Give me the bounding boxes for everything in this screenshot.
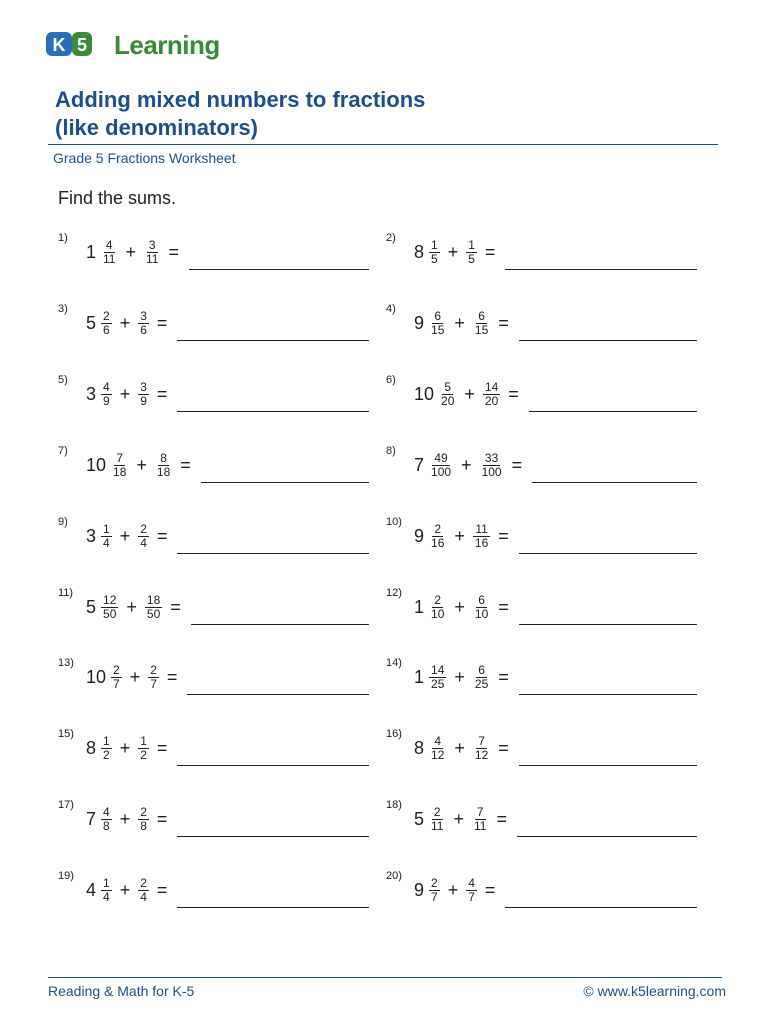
instructions: Find the sums.	[58, 188, 177, 208]
fraction-1	[429, 523, 446, 550]
problem-expression	[414, 303, 509, 343]
numerator: 6	[434, 308, 442, 323]
whole-number: 10	[414, 383, 435, 404]
denominator: 4	[140, 889, 147, 904]
whole-number: 3	[86, 383, 97, 404]
problem-expression	[86, 374, 167, 414]
problem-item	[386, 445, 697, 491]
fraction-1	[101, 239, 117, 266]
numerator: 3	[140, 379, 147, 394]
problem-number: 1)	[58, 232, 68, 244]
whole-number: 9	[414, 879, 425, 900]
problem-number: 17)	[58, 799, 74, 811]
numerator: 11	[475, 521, 488, 536]
equals-sign: =	[180, 454, 191, 475]
fraction-1	[429, 664, 446, 691]
equals-sign: =	[156, 879, 168, 900]
denominator: 4	[103, 535, 110, 550]
numerator: 2	[103, 308, 110, 323]
problem-item	[58, 728, 369, 774]
problem-expression	[86, 445, 191, 485]
whole-number: 5	[414, 808, 425, 829]
answer-line	[189, 269, 369, 270]
plus-sign: +	[119, 525, 131, 546]
whole-number: 8	[414, 241, 425, 262]
numerator: 1	[103, 733, 110, 748]
answer-line	[519, 340, 697, 341]
fraction-1	[429, 239, 440, 266]
numerator: 2	[434, 592, 442, 607]
plus-sign: +	[454, 737, 465, 758]
denominator: 16	[431, 535, 445, 550]
whole-number: 8	[414, 737, 425, 758]
title-line-1: Adding mixed numbers to fractions	[55, 87, 426, 112]
plus-sign: +	[129, 666, 141, 687]
denominator: 4	[140, 535, 147, 550]
equals-sign: =	[484, 241, 496, 262]
worksheet-title	[55, 86, 715, 142]
fraction-1	[101, 806, 112, 833]
numerator: 2	[140, 804, 147, 819]
denominator: 7	[468, 889, 475, 904]
plus-sign: +	[461, 454, 472, 475]
numerator: 8	[160, 450, 167, 465]
problem-expression	[414, 232, 495, 272]
problem-item	[386, 516, 697, 562]
plus-sign: +	[119, 383, 131, 404]
plus-sign: +	[119, 808, 131, 829]
plus-sign: +	[119, 737, 131, 758]
fraction-2	[138, 806, 149, 833]
denominator: 25	[474, 676, 489, 691]
problem-number: 16)	[386, 728, 402, 740]
denominator: 15	[474, 322, 489, 337]
fraction-2	[473, 735, 490, 762]
equals-sign: =	[156, 383, 168, 404]
footer-website: © www.k5learning.com	[583, 983, 726, 999]
denominator: 11	[146, 251, 159, 266]
whole-number: 1	[414, 596, 425, 617]
fraction-1	[429, 594, 446, 621]
problem-expression	[414, 516, 509, 556]
fraction-2	[138, 381, 149, 408]
denominator: 20	[441, 393, 455, 408]
answer-line	[505, 269, 697, 270]
denominator: 18	[156, 464, 171, 479]
equals-sign: =	[484, 879, 496, 900]
numerator: 4	[103, 804, 110, 819]
denominator: 6	[103, 322, 110, 337]
denominator: 7	[150, 676, 157, 691]
problem-expression	[86, 303, 167, 343]
equals-sign: =	[508, 383, 519, 404]
equals-sign: =	[156, 525, 168, 546]
denominator: 50	[103, 606, 117, 621]
fraction-2	[473, 310, 490, 337]
denominator: 9	[103, 393, 110, 408]
problem-item	[58, 870, 369, 916]
logo-wordmark: Learning	[114, 30, 220, 60]
answer-line	[187, 694, 369, 695]
numerator: 1	[140, 733, 147, 748]
numerator: 2	[150, 662, 157, 677]
numerator: 4	[105, 237, 113, 252]
problem-number: 19)	[58, 870, 74, 882]
numerator: 12	[103, 592, 117, 607]
answer-line	[505, 907, 697, 908]
denominator: 10	[431, 606, 445, 621]
fraction-1	[101, 594, 118, 621]
problem-item	[386, 870, 697, 916]
problem-number: 15)	[58, 728, 74, 740]
problem-item	[386, 657, 697, 703]
plus-sign: +	[454, 312, 465, 333]
problem-expression	[414, 870, 495, 910]
problem-number: 10)	[386, 516, 402, 528]
whole-number: 10	[86, 666, 107, 687]
denominator: 6	[140, 322, 147, 337]
problem-expression	[86, 657, 177, 697]
numerator: 5	[444, 379, 452, 394]
problem-number: 13)	[58, 657, 74, 669]
answer-line	[519, 765, 697, 766]
denominator: 12	[474, 747, 489, 762]
plus-sign: +	[447, 879, 459, 900]
whole-number: 9	[414, 525, 425, 546]
problem-expression	[414, 445, 522, 485]
problem-expression	[414, 799, 507, 839]
denominator: 100	[481, 464, 502, 479]
footer-tagline: Reading & Math for K-5	[48, 983, 195, 999]
numerator: 2	[431, 875, 438, 890]
svg-text:K: K	[52, 35, 66, 55]
answer-line	[177, 836, 369, 837]
fraction-2	[138, 310, 149, 337]
problem-expression	[86, 728, 167, 768]
fraction-1	[101, 381, 112, 408]
equals-sign: =	[498, 525, 509, 546]
denominator: 18	[113, 464, 127, 479]
numerator: 14	[484, 379, 499, 394]
denominator: 9	[140, 393, 147, 408]
denominator: 20	[484, 393, 499, 408]
answer-line	[519, 553, 697, 554]
problem-item	[386, 799, 697, 845]
fraction-2	[155, 452, 172, 479]
fraction-2	[138, 523, 149, 550]
problem-expression	[414, 657, 509, 697]
denominator: 50	[146, 606, 161, 621]
denominator: 12	[431, 747, 445, 762]
answer-line	[177, 411, 369, 412]
denominator: 11	[431, 818, 444, 833]
whole-number: 8	[86, 737, 97, 758]
fraction-1	[101, 310, 112, 337]
plus-sign: +	[453, 808, 464, 829]
denominator: 100	[431, 464, 452, 479]
answer-line	[177, 340, 369, 341]
fraction-2	[473, 594, 490, 621]
fraction-1	[111, 664, 122, 691]
title-line-2: (like denominators)	[55, 115, 258, 140]
problem-number: 7)	[58, 445, 68, 457]
svg-text:5: 5	[76, 35, 88, 55]
fraction-1	[101, 877, 112, 904]
fraction-2	[466, 239, 477, 266]
numerator: 7	[476, 804, 484, 819]
fraction-2	[483, 381, 500, 408]
plus-sign: +	[136, 454, 147, 475]
fraction-2	[138, 735, 149, 762]
whole-number: 1	[86, 241, 97, 262]
fraction-1	[429, 735, 446, 762]
whole-number: 5	[86, 596, 97, 617]
fraction-2	[480, 452, 504, 479]
denominator: 5	[468, 251, 475, 266]
plus-sign: +	[119, 879, 131, 900]
problem-expression	[86, 870, 167, 910]
numerator: 1	[431, 237, 438, 252]
problem-number: 14)	[386, 657, 402, 669]
answer-line	[177, 765, 369, 766]
numerator: 7	[478, 733, 485, 748]
problem-number: 11)	[58, 587, 74, 599]
denominator: 11	[474, 818, 487, 833]
problem-item	[386, 232, 697, 278]
fraction-1	[101, 735, 112, 762]
k5-learning-logo	[44, 22, 220, 64]
problem-expression	[86, 516, 167, 556]
numerator: 4	[468, 875, 475, 890]
problem-number: 18)	[386, 799, 402, 811]
numerator: 2	[434, 521, 442, 536]
equals-sign: =	[166, 666, 178, 687]
numerator: 3	[140, 308, 147, 323]
denominator: 10	[474, 606, 489, 621]
equals-sign: =	[156, 737, 168, 758]
problem-number: 5)	[58, 374, 68, 386]
fraction-1	[439, 381, 456, 408]
denominator: 8	[103, 818, 110, 833]
problem-expression	[86, 587, 181, 627]
problem-item	[58, 657, 369, 703]
denominator: 2	[140, 747, 147, 762]
problem-item	[58, 445, 369, 491]
problem-number: 8)	[386, 445, 396, 457]
numerator: 1	[103, 875, 110, 890]
fraction-2	[473, 523, 490, 550]
problem-item	[386, 728, 697, 774]
problem-number: 12)	[386, 587, 402, 599]
numerator: 2	[140, 521, 147, 536]
plus-sign: +	[126, 596, 137, 617]
numerator: 14	[431, 662, 445, 677]
problem-item	[386, 303, 697, 349]
denominator: 11	[103, 251, 116, 266]
problem-item	[58, 232, 369, 278]
problem-item	[58, 374, 369, 420]
answer-line	[201, 482, 369, 483]
answer-line	[519, 694, 697, 695]
answer-line	[177, 553, 369, 554]
problem-expression	[414, 374, 519, 414]
denominator: 2	[103, 747, 110, 762]
denominator: 16	[474, 535, 489, 550]
answer-line	[191, 624, 369, 625]
whole-number: 1	[414, 666, 425, 687]
fraction-1	[111, 452, 128, 479]
numerator: 49	[434, 450, 448, 465]
problem-expression	[86, 799, 167, 839]
problem-item	[58, 799, 369, 845]
fraction-2	[473, 664, 490, 691]
plus-sign: +	[447, 241, 459, 262]
fraction-2	[148, 664, 159, 691]
equals-sign: =	[511, 454, 523, 475]
fraction-1	[101, 523, 112, 550]
fraction-1	[429, 452, 453, 479]
whole-number: 4	[86, 879, 97, 900]
fraction-2	[466, 877, 477, 904]
plus-sign: +	[119, 312, 131, 333]
equals-sign: =	[170, 596, 181, 617]
k5-logo-icon	[44, 22, 114, 64]
denominator: 25	[431, 676, 445, 691]
title-divider	[48, 144, 718, 145]
problem-number: 20)	[386, 870, 402, 882]
numerator: 1	[468, 237, 475, 252]
numerator: 2	[433, 804, 441, 819]
answer-line	[517, 836, 697, 837]
fraction-1	[429, 877, 440, 904]
denominator: 8	[140, 818, 147, 833]
equals-sign: =	[168, 241, 179, 262]
numerator: 2	[113, 662, 120, 677]
fraction-2	[472, 806, 488, 833]
footer-divider	[48, 977, 722, 978]
problem-number: 3)	[58, 303, 68, 315]
fraction-2	[138, 877, 149, 904]
problem-item	[386, 374, 697, 420]
equals-sign: =	[156, 312, 168, 333]
plus-sign: +	[125, 241, 136, 262]
numerator: 2	[140, 875, 147, 890]
answer-line	[532, 482, 697, 483]
fraction-1	[429, 310, 446, 337]
plus-sign: +	[464, 383, 475, 404]
equals-sign: =	[498, 666, 509, 687]
numerator: 33	[484, 450, 499, 465]
equals-sign: =	[496, 808, 507, 829]
equals-sign: =	[498, 737, 509, 758]
answer-line	[529, 411, 697, 412]
worksheet-subtitle: Grade 5 Fractions Worksheet	[53, 150, 236, 166]
problem-expression	[414, 587, 509, 627]
problem-number: 2)	[386, 232, 396, 244]
fraction-1	[429, 806, 445, 833]
problem-number: 6)	[386, 374, 396, 386]
problem-expression	[414, 728, 509, 768]
problem-number: 4)	[386, 303, 396, 315]
whole-number: 9	[414, 312, 425, 333]
whole-number: 7	[414, 454, 425, 475]
problem-item	[386, 587, 697, 633]
numerator: 3	[148, 237, 156, 252]
answer-line	[177, 907, 369, 908]
denominator: 7	[113, 676, 120, 691]
problem-number: 9)	[58, 516, 68, 528]
numerator: 6	[478, 662, 485, 677]
numerator: 1	[103, 521, 110, 536]
whole-number: 5	[86, 312, 97, 333]
problem-expression	[86, 232, 179, 272]
plus-sign: +	[454, 525, 465, 546]
denominator: 5	[431, 251, 438, 266]
numerator: 7	[116, 450, 124, 465]
problem-item	[58, 516, 369, 562]
plus-sign: +	[454, 666, 465, 687]
whole-number: 7	[86, 808, 97, 829]
denominator: 4	[103, 889, 110, 904]
numerator: 6	[478, 308, 485, 323]
numerator: 4	[103, 379, 110, 394]
denominator: 15	[431, 322, 445, 337]
numerator: 6	[478, 592, 485, 607]
denominator: 7	[431, 889, 438, 904]
problem-item	[58, 587, 369, 633]
numerator: 4	[434, 733, 442, 748]
numerator: 18	[146, 592, 161, 607]
equals-sign: =	[498, 596, 509, 617]
equals-sign: =	[156, 808, 168, 829]
whole-number: 3	[86, 525, 97, 546]
equals-sign: =	[498, 312, 509, 333]
answer-line	[519, 624, 697, 625]
fraction-2	[145, 594, 162, 621]
whole-number: 10	[86, 454, 107, 475]
fraction-2	[144, 239, 160, 266]
problem-item	[58, 303, 369, 349]
plus-sign: +	[454, 596, 465, 617]
